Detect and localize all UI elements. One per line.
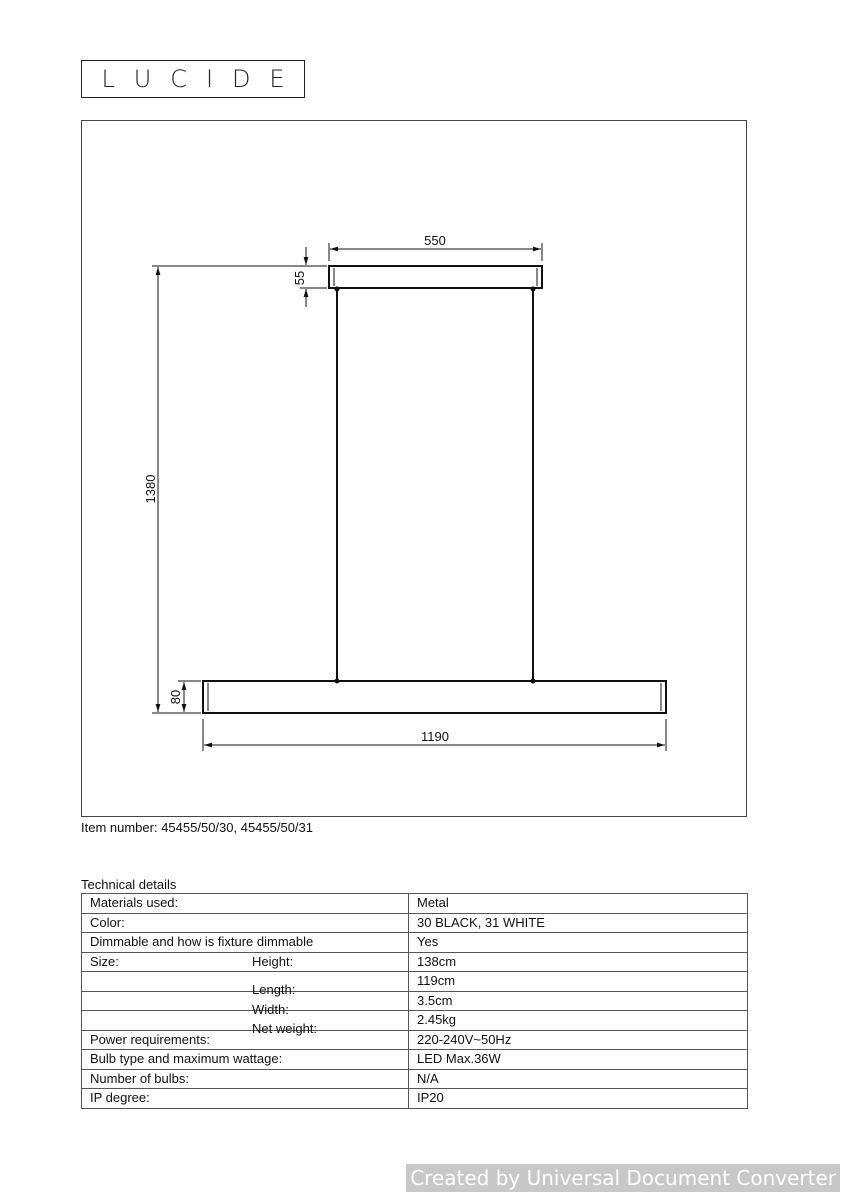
spec-sub-label: Length: — [252, 982, 296, 998]
spec-value-cell — [409, 1011, 748, 1031]
dim-top-width: 550 — [424, 233, 446, 248]
logo-letter: U — [133, 65, 152, 93]
spec-label: Size: — [90, 953, 119, 969]
spec-value-cell — [409, 1050, 748, 1070]
technical-drawing — [81, 120, 747, 817]
spec-value-cell — [409, 933, 748, 953]
spec-value: 119cm — [417, 973, 456, 989]
brand-logo — [81, 60, 305, 98]
spec-value: Metal — [417, 895, 449, 911]
spec-label: Color: — [90, 914, 125, 930]
spec-value-cell — [409, 952, 748, 972]
table-row — [82, 913, 748, 933]
spec-sub-label: Net weight: — [252, 1021, 318, 1037]
spec-value-cell — [409, 1069, 748, 1089]
light-bar-shape — [203, 681, 666, 713]
specs-table — [81, 893, 748, 1109]
table-row — [82, 933, 748, 953]
canopy-shape — [329, 266, 542, 288]
spec-label-cell — [82, 933, 409, 953]
spec-sub-label: Width: — [252, 1001, 289, 1017]
watermark: Created by Universal Document Converter — [406, 1164, 840, 1192]
spec-label-cell — [82, 913, 409, 933]
spec-value: 220-240V~50Hz — [417, 1031, 512, 1047]
spec-value: 30 BLACK, 31 WHITE — [417, 914, 545, 930]
spec-label-cell — [82, 894, 409, 914]
table-row — [82, 1030, 748, 1050]
dim-bar-height: 80 — [168, 689, 183, 705]
dim-bar-width: 1190 — [421, 729, 449, 744]
dim-total-height: 1380 — [143, 474, 158, 504]
logo-letter: E — [269, 65, 285, 93]
spec-value: 138cm — [417, 953, 457, 969]
table-row — [82, 894, 748, 914]
spec-label-cell — [82, 1050, 409, 1070]
spec-value: 2.45kg — [417, 1012, 457, 1028]
spec-value-cell — [409, 1089, 748, 1109]
spec-label: IP degree: — [90, 1090, 150, 1106]
logo-letter: D — [231, 65, 251, 93]
spec-label: Dimmable and how is fixture dimmable — [90, 934, 314, 950]
spec-value: 3.5cm — [417, 992, 453, 1008]
spec-label-cell — [82, 1069, 409, 1089]
spec-sub-label: Height: — [252, 953, 294, 969]
logo-letter: C — [170, 65, 188, 93]
spec-value-cell — [409, 972, 748, 992]
spec-label: Materials used: — [90, 895, 179, 911]
table-row — [82, 991, 748, 1011]
table-row — [82, 1089, 748, 1109]
table-row — [82, 1069, 748, 1089]
drawing-svg — [82, 121, 748, 818]
spec-label-cell — [82, 1030, 409, 1050]
item-number: Item number: 45455/50/30, 45455/50/31 — [81, 820, 314, 835]
logo-letter: I — [205, 65, 214, 93]
dim-canopy-height: 55 — [292, 270, 307, 286]
spec-label-cell — [82, 952, 409, 972]
spec-value-cell — [409, 913, 748, 933]
spec-label-cell — [82, 972, 409, 998]
spec-value: LED Max.36W — [417, 1051, 501, 1067]
spec-label-cell — [82, 1011, 409, 1037]
technical-details-caption: Technical details — [81, 877, 177, 892]
table-row — [82, 972, 748, 992]
spec-value-cell — [409, 1030, 748, 1050]
spec-value-cell — [409, 991, 748, 1011]
table-row — [82, 952, 748, 972]
spec-value-cell — [409, 894, 748, 914]
table-row — [82, 1011, 748, 1031]
spec-label: Bulb type and maximum wattage: — [90, 1051, 283, 1067]
table-row — [82, 1050, 748, 1070]
logo-letter: L — [101, 65, 115, 93]
spec-label: Number of bulbs: — [90, 1070, 189, 1086]
spec-value: N/A — [417, 1070, 439, 1086]
spec-label: Power requirements: — [90, 1031, 210, 1047]
spec-label-cell — [82, 991, 409, 1017]
spec-label-cell — [82, 1089, 409, 1109]
spec-value: IP20 — [417, 1090, 444, 1106]
spec-value: Yes — [417, 934, 439, 950]
